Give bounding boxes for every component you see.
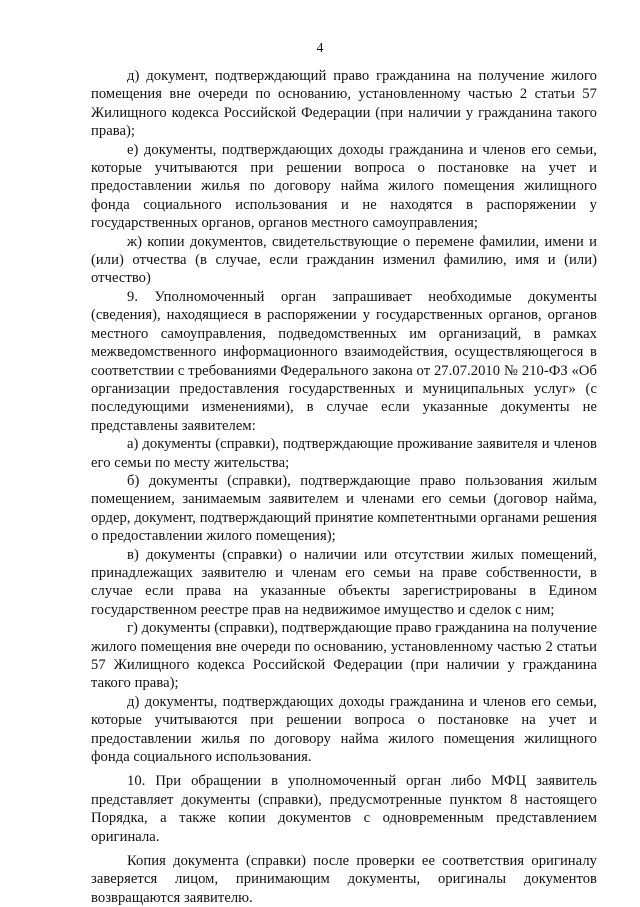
paragraph-item-d-income-documents: д) документы, подтверждающих доходы гражданина и членов его семьи, которые учитываются при решении вопроса о постановке на учет и предоставлении жилья по договору найма жилого помещения жилищного фонда социального использования.: [91, 693, 597, 766]
paragraph-item-g-priority-right: г) документы (справки), подтверждающие право гражданина на получение жилого помещения вне очереди по основанию, установленному частью 2 статьи 57 Жилищного кодекса Российской Федерации (при наличии у гражданина такого права);: [91, 620, 597, 692]
paragraph-item-d-right-to-housing: д) документ, подтверждающий право гражданина на получение жилого помещения вне очереди по основанию, установленному частью 2 статьи 57 Жилищного кодекса Российской Федерации (при наличии у гражданина такого права);: [91, 68, 597, 140]
paragraph-item-a-residence: а) документы (справки), подтверждающие проживание заявителя и членов его семьи по месту жительства;: [91, 436, 597, 471]
paragraph-clause-10-submission: 10. При обращении в уполномоченный орган либо МФЦ заявитель представляет документы (справки), предусмотренные пунктом 8 настоящего Порядка, а также копии документов с одновременным представлением оригинала.: [91, 773, 597, 845]
document-body: [91, 67, 597, 907]
paragraph-copy-certification: Копия документа (справки) после проверки ее соответствия оригиналу заверяется лицом, принимающим документы, оригиналы документов возвращаются заявителю.: [91, 853, 597, 906]
page-number: 4: [316, 40, 324, 55]
paragraph-item-v-property-ownership: в) документы (справки) о наличии или отсутствии жилых помещений, принадлежащих заявителю и членам его семьи на праве собственности, в случае если права на указанные объекты зарегистрированы в Едином государственном реестре прав на недвижимое имущество и сделок с ним;: [91, 546, 597, 618]
paragraph-item-b-right-of-use: б) документы (справки), подтверждающие право пользования жилым помещением, занимаемым заявителем и членами его семьи (договор найма, ордер, документ, подтверждающий принятие компетентными органами решения о предоставлении жилого помещения);: [91, 472, 597, 545]
paragraph-item-e-income-documents: е) документы, подтверждающих доходы гражданина и членов его семьи, которые учитываются при решении вопроса о постановке на учет и предоставлении жилья по договору найма жилого помещения жилищного фонда социального использования и не находятся в распоряжении у государственных органов, органов местного самоуправления;: [91, 141, 597, 232]
paragraph-clause-9-interagency-request: 9. Уполномоченный орган запрашивает необходимые документы (сведения), находящиеся в распоряжении у государственных органов, органов местного самоуправления, подведомственных им организаций, в рамках межведомственного информационного взаимодействия, осуществляющегося в соответствии с требованиями Федерального закона от 27.07.2010 № 210-ФЗ «Об организации предоставления государственных и муниципальных услуг» (с последующими изменениями), в случае если указанные документы не представлены заявителем:: [91, 288, 597, 434]
paragraph-item-zh-name-change-copies: ж) копии документов, свидетельствующие о перемене фамилии, имени и (или) отчества (в случае, если гражданин изменил фамилию, имя и (или) отчество): [91, 233, 597, 287]
